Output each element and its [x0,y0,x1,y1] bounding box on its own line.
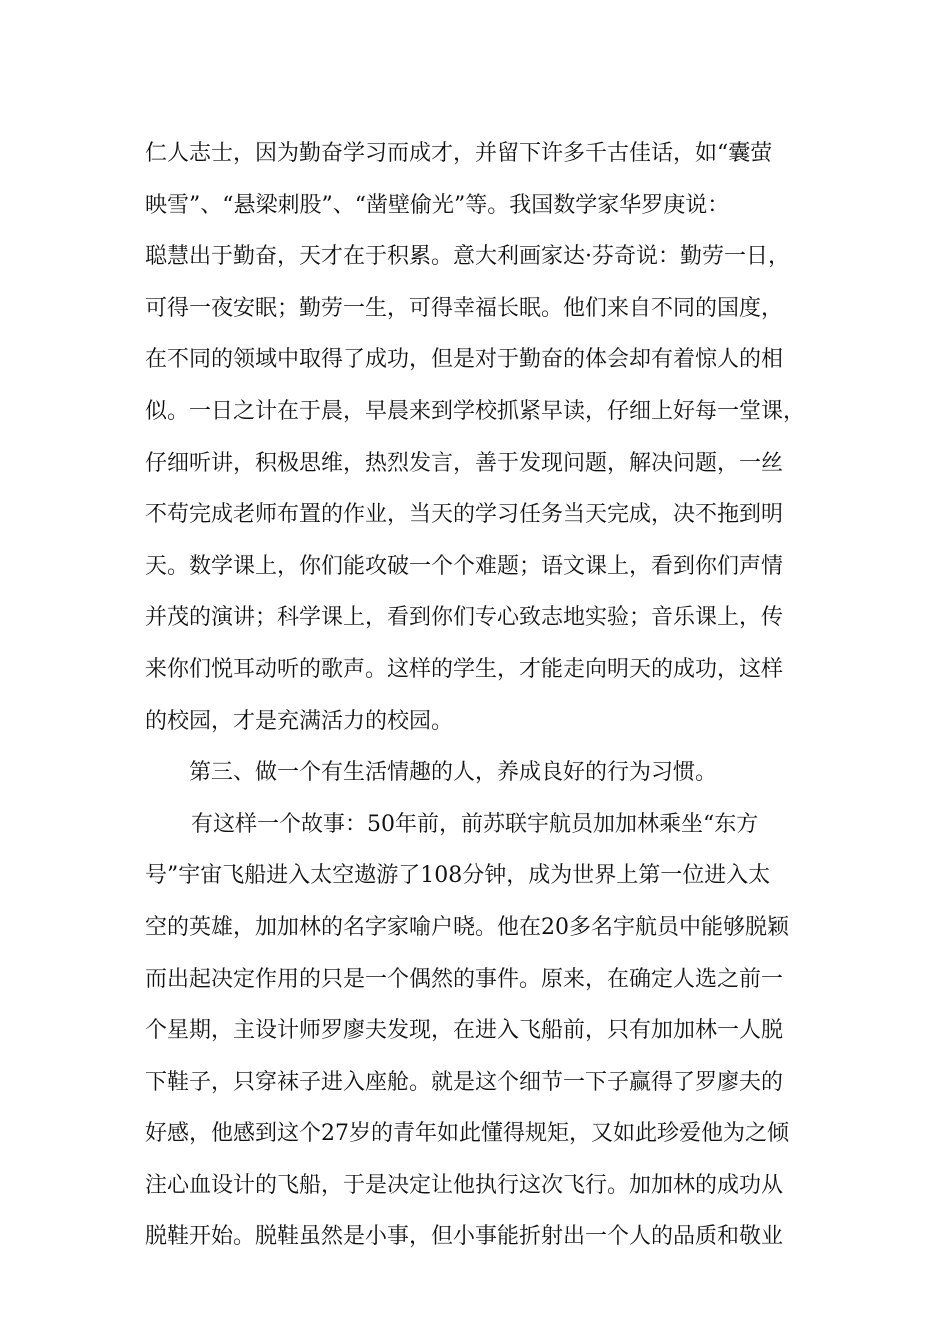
text-line: 注心血设计的飞船，于是决定让他执行这次飞行。加加林的成功从 [145,1172,784,1198]
text-line: 好感，他感到这个27岁的青年如此懂得规矩，又如此珍爱他为之倾 [145,1121,789,1147]
text-line: 而出起决定作用的只是一个偶然的事件。原来，在确定人选之前一 [145,966,784,992]
section-heading: 第三、做一个有生活情趣的人，养成良好的行为习惯。 [189,760,718,786]
body-text [145,128,825,1263]
text-line: 天。数学课上，你们能攻破一个个难题；语文课上，看到你们声情 [145,553,784,579]
text-line: 映雪”、“悬梁刺股”、“凿壁偷光”等。我国数学家华罗庚说： [145,192,730,218]
text-line: 号”宇宙飞船进入太空遨游了108分钟，成为世界上第一位进入太 [145,863,771,889]
text-line: 空的英雄，加加林的名字家喻户晓。他在20多名宇航员中能够脱颖 [145,914,789,940]
text-line: 仔细听讲，积极思维，热烈发言，善于发现问题，解决问题，一丝 [145,450,784,476]
text-line: 下鞋子，只穿袜子进入座舱。就是这个细节一下子赢得了罗廖夫的 [145,1069,784,1095]
text-line: 似。一日之计在于晨，早晨来到学校抓紧早读，仔细上好每一堂课， [145,398,806,424]
text-line: 并茂的演讲；科学课上，看到你们专心致志地实验；音乐课上，传 [145,605,784,631]
text-line: 脱鞋开始。脱鞋虽然是小事，但小事能折射出一个人的品质和敬业 [145,1224,784,1250]
text-line: 个星期，主设计师罗廖夫发现，在进入飞船前，只有加加林一人脱 [145,1018,784,1044]
text-line: 仁人志士，因为勤奋学习而成才，并留下许多千古佳话，如“囊萤 [145,141,773,166]
text-line: 的校园，才是充满活力的校园。 [145,708,454,734]
text-line: 来你们悦耳动听的歌声。这样的学生，才能走向明天的成功，这样 [145,656,784,682]
text-line: 聪慧出于勤奋，天才在于积累。意大利画家达·芬奇说：勤劳一日， [145,244,790,270]
text-line: 不苟完成老师布置的作业，当天的学习任务当天完成，决不拖到明 [145,502,784,528]
text-line: 有这样一个故事：50年前，前苏联宇航员加加林乘坐“东方 [191,811,759,837]
text-line: 可得一夜安眠；勤劳一生，可得幸福长眠。他们来自不同的国度， [145,295,784,321]
text-line: 在不同的领域中取得了成功，但是对于勤奋的体会却有着惊人的相 [145,347,784,373]
